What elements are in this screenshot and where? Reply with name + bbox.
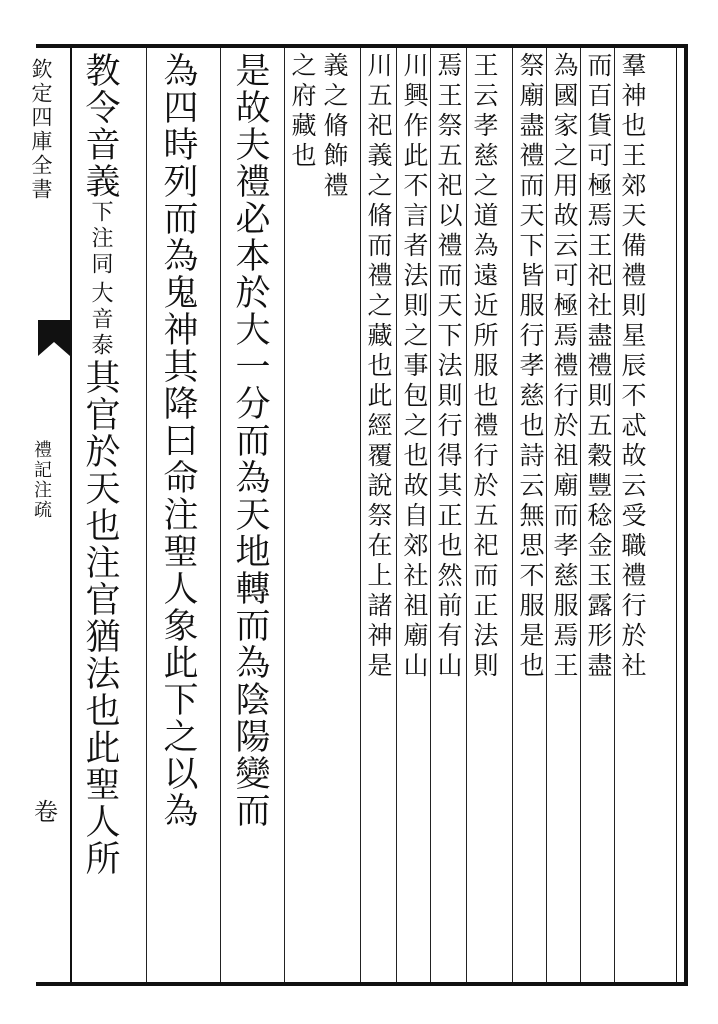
main-text-segment-after: 其官於天也注官猶法也此聖人所: [80, 359, 120, 877]
text-column-5: 王云孝慈之道為遠近所服也禮行於五祀而正法則: [470, 52, 499, 682]
right-border: [684, 44, 688, 986]
column-rule: [512, 48, 513, 982]
text-column-3: 為國家之用故云可極焉禮行於祖廟而孝慈服焉王: [550, 52, 579, 682]
left-border: [70, 48, 72, 982]
text-column-9: 義之脩飾禮: [320, 52, 349, 202]
column-rule: [146, 48, 147, 982]
note-left: 下注同: [88, 200, 113, 278]
column-rule: [580, 48, 581, 982]
column-rule: [430, 48, 431, 982]
text-column-6: 焉王祭五祀以禮而天下法則行得其正也然前有山: [434, 52, 463, 682]
text-column-1: 羣神也王郊天備禮則星辰不忒故云受職禮行於社: [618, 52, 647, 682]
column-rule: [360, 48, 361, 982]
main-text-column-2: 為四時列而為鬼神其降曰命注聖人象此下之以為: [158, 52, 198, 829]
column-rule: [396, 48, 397, 982]
main-text-column-3: [80, 52, 120, 877]
column-rule: [614, 48, 615, 982]
text-column-8: 川五祀義之脩而禮之藏也此經覆說祭在上諸神是: [364, 52, 393, 682]
column-rule: [466, 48, 467, 982]
right-inner-border: [676, 48, 677, 982]
fishtail-mark-icon: [38, 320, 70, 356]
main-text-segment: 教令音義: [80, 52, 120, 200]
interlinear-note: [89, 200, 111, 359]
text-column-2: 而百貨可極焉王祀社盡禮則五穀豐稔金玉露形盡: [584, 52, 613, 682]
top-border: [36, 44, 686, 48]
margin-book-title: 禮記注疏: [31, 440, 52, 520]
note-right: 大音泰: [88, 281, 113, 359]
column-rule: [284, 48, 285, 982]
margin-title: 欽定四庫全書: [29, 58, 53, 202]
text-column-7: 川興作此不言者法則之事包之也故自郊社祖廟山: [400, 52, 429, 682]
main-text-column-1: 是故夫禮必本於大一分而為天地轉而為陰陽變而: [230, 52, 270, 829]
text-column-10: 之府藏也: [288, 52, 317, 172]
column-rule: [220, 48, 221, 982]
page-number: 卷: [34, 798, 58, 826]
bottom-border: [36, 982, 686, 986]
text-column-4: 祭廟盡禮而天下皆服行孝慈也詩云無思不服是也: [516, 52, 545, 682]
column-rule: [546, 48, 547, 982]
